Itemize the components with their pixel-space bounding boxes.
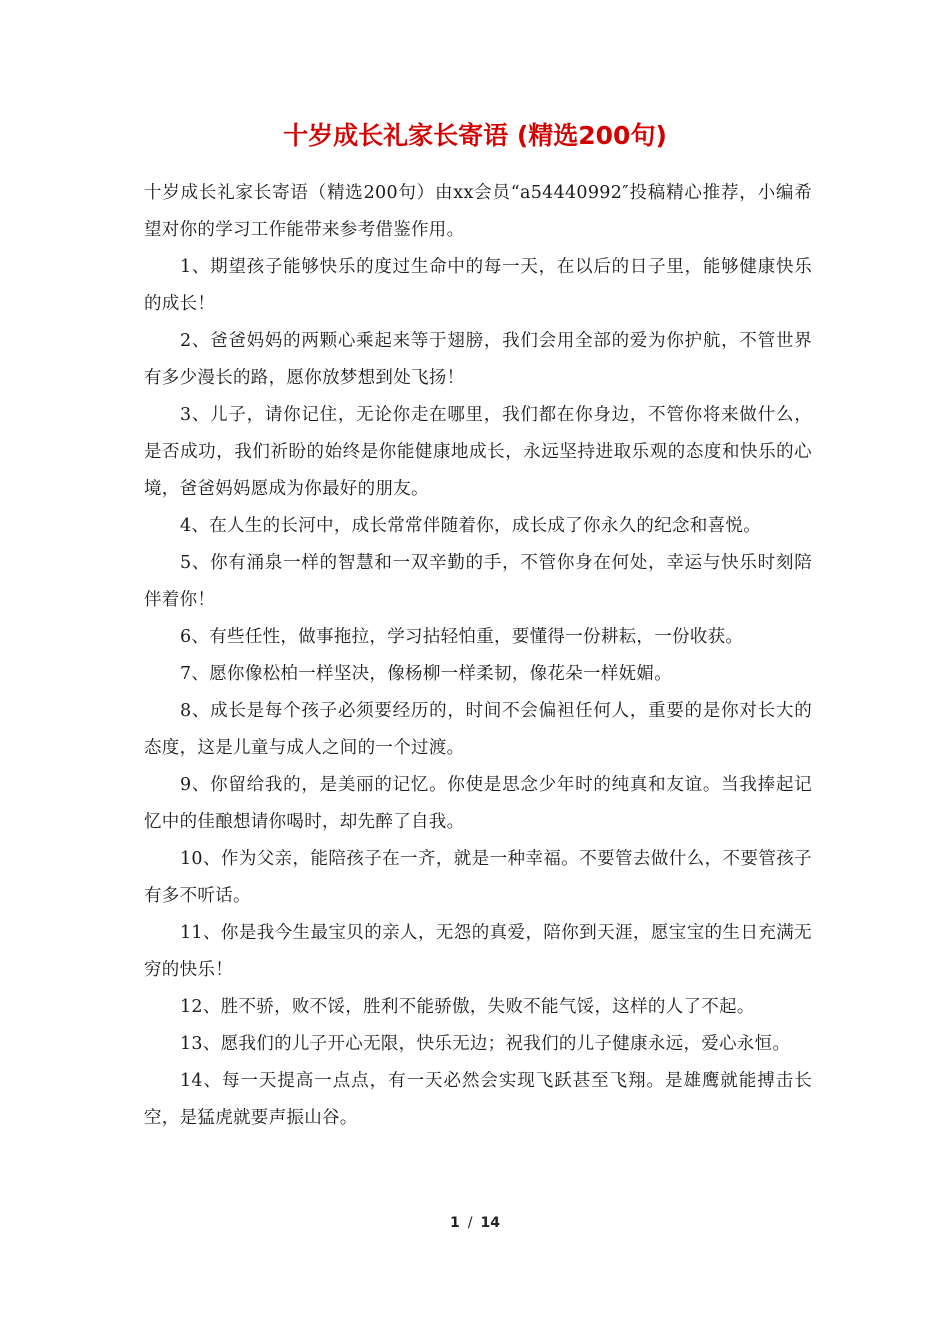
message-paragraph: 3、儿子，请你记住，无论你走在哪里，我们都在你身边，不管你将来做什么，是否成功，我们祈盼的始终是你能健康地成长，永远坚持进取乐观的态度和快乐的心境，爸爸妈妈愿成为你最好的朋友。 [144,405,812,499]
intro-paragraph: 十岁成长礼家长寄语（精选200句）由xx会员“a54440992″投稿精心推荐，小编希望对你的学习工作能带来参考借鉴作用。 [144,183,812,240]
total-pages-number: 14 [480,1215,500,1231]
message-paragraph: 11、你是我今生最宝贝的亲人，无怨的真爱，陪你到天涯，愿宝宝的生日充满无穷的快乐！ [144,923,812,980]
message-paragraph: 14、每一天提高一点点，有一天必然会实现飞跃甚至飞翔。是雄鹰就能搏击长空，是猛虎就要声振山谷。 [144,1071,812,1128]
page-separator: / [467,1215,473,1231]
document-body [144,175,812,1137]
message-paragraph: 7、愿你像松柏一样坚决，像杨柳一样柔韧，像花朵一样妩媚。 [180,664,673,684]
message-paragraph: 13、愿我们的儿子开心无限，快乐无边；祝我们的儿子健康永远，爱心永恒。 [180,1034,791,1054]
page-number [0,1213,950,1233]
message-paragraph: 1、期望孩子能够快乐的度过生命中的每一天，在以后的日子里，能够健康快乐的成长！ [144,257,812,314]
message-paragraph: 2、爸爸妈妈的两颗心乘起来等于翅膀，我们会用全部的爱为你护航，不管世界有多少漫长的路，愿你放梦想到处飞扬！ [144,331,812,388]
message-paragraph: 6、有些任性，做事拖拉，学习拈轻怕重，要懂得一份耕耘，一份收获。 [180,627,744,647]
current-page-number: 1 [450,1215,460,1231]
message-paragraph: 12、胜不骄，败不馁，胜利不能骄傲，失败不能气馁，这样的人了不起。 [180,997,755,1017]
message-paragraph: 10、作为父亲，能陪孩子在一齐，就是一种幸福。不要管去做什么，不要管孩子有多不听话。 [144,849,812,906]
message-paragraph: 4、在人生的长河中，成长常常伴随着你，成长成了你永久的纪念和喜悦。 [180,516,762,536]
message-paragraph: 5、你有涌泉一样的智慧和一双辛勤的手，不管你身在何处，幸运与快乐时刻陪伴着你！ [144,553,812,610]
message-paragraph: 9、你留给我的，是美丽的记忆。你使是思念少年时的纯真和友谊。当我捧起记忆中的佳酿想请你喝时，却先醉了自我。 [144,775,812,832]
document-title: 十岁成长礼家长寄语 (精选200句) [283,121,667,150]
message-paragraph: 8、成长是每个孩子必须要经历的，时间不会偏袒任何人，重要的是你对长大的态度，这是儿童与成人之间的一个过渡。 [144,701,812,758]
